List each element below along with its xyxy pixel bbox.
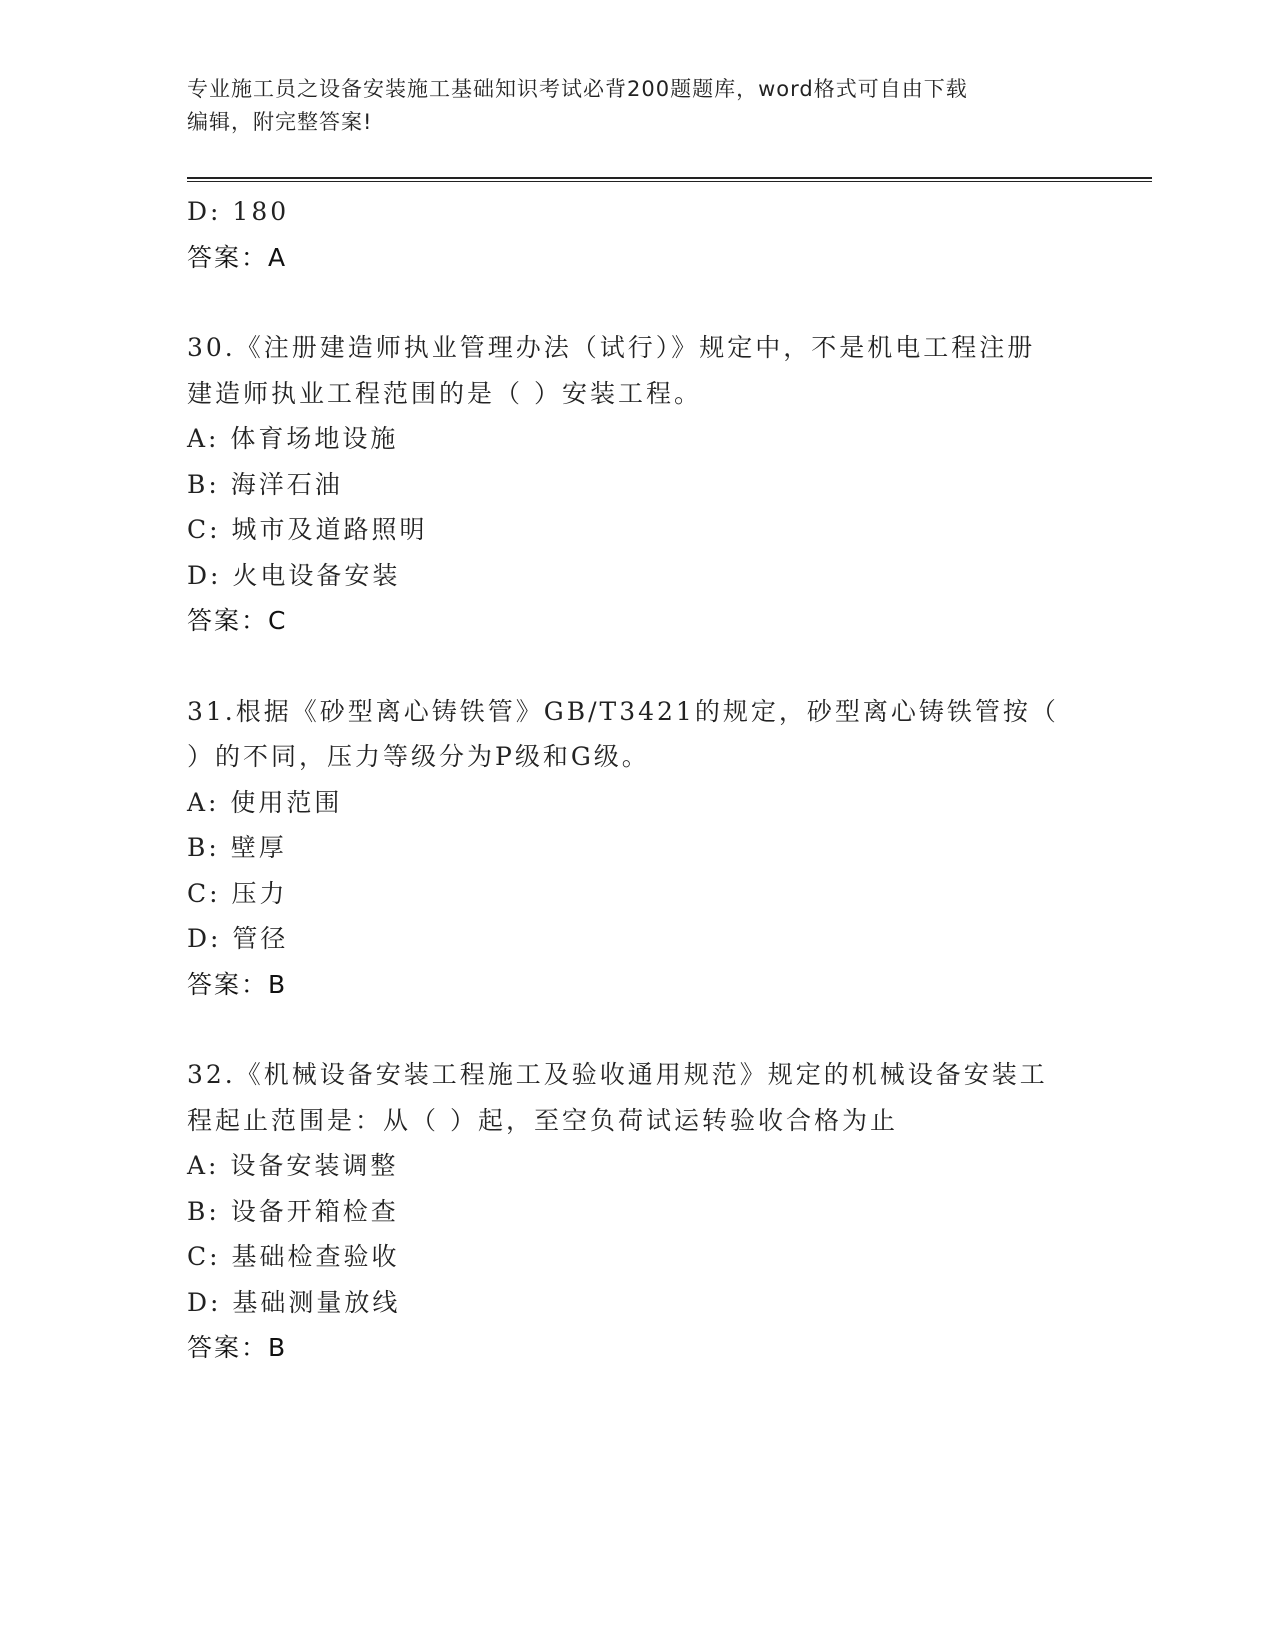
- question-list: [187, 189, 1067, 1371]
- option-a: A: 体育场地设施: [187, 424, 399, 453]
- answer-line: 答案：B: [187, 1333, 288, 1362]
- previous-question-tail: [187, 189, 1067, 280]
- option-c: C: 城市及道路照明: [187, 515, 428, 544]
- option-d: D: 火电设备安装: [187, 560, 401, 590]
- question-32: [187, 1052, 1067, 1371]
- header-line-2: 编辑，附完整答案!: [187, 110, 373, 134]
- option-d: D: 管径: [187, 924, 289, 953]
- document-header: [187, 73, 1067, 139]
- header-line-1: 专业施工员之设备安装施工基础知识考试必背200题题库，word格式可自由下载: [187, 77, 968, 101]
- question-text-line: ）的不同，压力等级分为P级和G级。: [187, 742, 650, 771]
- question-text-line: 建造师执业工程范围的是（ ）安装工程。: [187, 378, 702, 408]
- spacer: [187, 1007, 1067, 1052]
- option-c: C: 基础检查验收: [187, 1242, 400, 1271]
- question-text-line: 程起止范围是：从（ ）起，至空负荷试运转验收合格为止: [187, 1105, 898, 1135]
- question-text-line: 30.《注册建造师执业管理办法（试行）》规定中，不是机电工程注册: [187, 333, 1036, 362]
- header-divider: [187, 177, 1152, 182]
- answer-line: 答案：C: [187, 606, 288, 635]
- answer-line: 答案：A: [187, 242, 288, 272]
- question-31: [187, 689, 1067, 1008]
- option-d: D: 基础测量放线: [187, 1287, 401, 1317]
- answer-line: 答案：B: [187, 969, 288, 999]
- option-c: C: 压力: [187, 878, 288, 908]
- question-30: [187, 325, 1067, 644]
- option-b: B: 海洋石油: [187, 469, 343, 499]
- option-d: D: 180: [187, 197, 290, 226]
- option-b: B: 设备开箱检查: [187, 1196, 399, 1226]
- question-text-line: 32.《机械设备安装工程施工及验收通用规范》规定的机械设备安装工: [187, 1060, 1048, 1089]
- option-a: A: 设备安装调整: [187, 1151, 399, 1180]
- option-b: B: 壁厚: [187, 833, 287, 862]
- question-text-line: 31.根据《砂型离心铸铁管》GB/T3421的规定，砂型离心铸铁管按（: [187, 696, 1059, 726]
- spacer: [187, 644, 1067, 689]
- spacer: [187, 280, 1067, 325]
- option-a: A: 使用范围: [187, 787, 343, 817]
